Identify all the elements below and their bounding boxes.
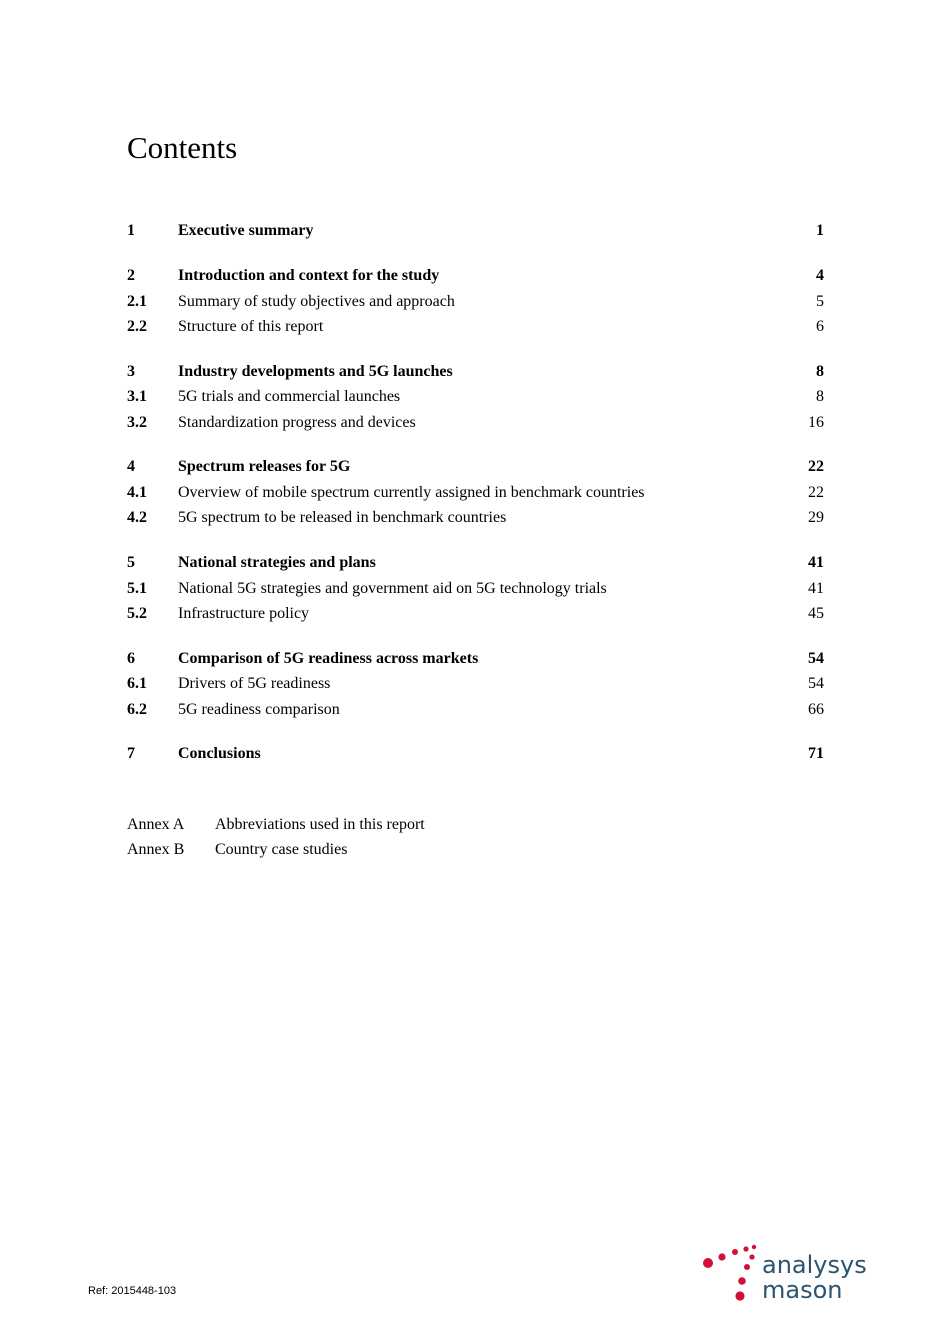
toc-entry-number: 4.1 — [127, 484, 147, 501]
toc-entry-label: Introduction and context for the study — [178, 267, 440, 284]
annex-entry[interactable] — [127, 838, 627, 862]
annex-label: Abbreviations used in this report — [215, 816, 425, 833]
toc-entry-label: Infrastructure policy — [178, 605, 310, 622]
toc-entry-label: Standardization progress and devices — [178, 414, 416, 431]
toc-entry-label: Structure of this report — [178, 318, 324, 335]
toc-entry[interactable] — [127, 698, 824, 722]
toc-entry[interactable] — [127, 290, 824, 314]
logo-text-line2: mason — [762, 1276, 843, 1303]
toc-entry-page: 29 — [808, 509, 824, 526]
analysys-mason-logo — [700, 1243, 880, 1303]
toc-entry-number: 2 — [127, 267, 135, 284]
annex-label: Country case studies — [215, 841, 348, 858]
logo-graphic — [700, 1243, 880, 1303]
toc-entry[interactable] — [127, 411, 824, 435]
toc-entry-page: 4 — [816, 267, 824, 284]
toc-entry-number: 2.1 — [127, 293, 147, 310]
annex-id: Annex A — [127, 816, 185, 833]
toc-entry-page: 5 — [816, 293, 824, 310]
toc-entry-number: 4 — [127, 458, 135, 475]
toc-entry-label: National 5G strategies and government aid on 5G technology trials — [178, 580, 607, 597]
toc-entry-page: 66 — [808, 701, 824, 718]
toc-entry-number: 7 — [127, 745, 135, 762]
toc-entry-page: 6 — [816, 318, 824, 335]
toc-entry-label: Overview of mobile spectrum currently assigned in benchmark countries — [178, 484, 645, 501]
toc-entry[interactable] — [127, 481, 824, 505]
toc-entry-label: Comparison of 5G readiness across markets — [178, 650, 479, 667]
logo-text-line1: analysys — [762, 1251, 867, 1279]
toc-entry[interactable] — [127, 264, 824, 288]
toc-entry-number: 6 — [127, 650, 135, 667]
toc-entry-number: 1 — [127, 222, 135, 239]
toc-entry-page: 71 — [808, 745, 824, 762]
toc-entry-page: 22 — [808, 484, 824, 501]
toc-entry[interactable] — [127, 602, 824, 626]
toc-entry-page: 22 — [808, 458, 824, 475]
toc-entry-number: 3 — [127, 363, 135, 380]
toc-entry-number: 3.2 — [127, 414, 147, 431]
toc-entry-number: 5.2 — [127, 605, 147, 622]
toc-entry-label: 5G readiness comparison — [178, 701, 340, 718]
toc-entry-number: 6.2 — [127, 701, 147, 718]
toc-entry-label: 5G spectrum to be released in benchmark countries — [178, 509, 507, 526]
annex-entry[interactable] — [127, 813, 627, 837]
toc-entry[interactable] — [127, 506, 824, 530]
toc-entry-number: 3.1 — [127, 388, 147, 405]
toc-entry[interactable] — [127, 551, 824, 575]
toc-entry-number: 5 — [127, 554, 135, 571]
toc-entry-page: 8 — [816, 388, 824, 405]
toc-entry[interactable] — [127, 385, 824, 409]
toc-entry-page: 45 — [808, 605, 824, 622]
toc-entry[interactable] — [127, 647, 824, 671]
toc-entry-number: 5.1 — [127, 580, 147, 597]
toc-entry-page: 54 — [808, 650, 824, 667]
toc-entry-number: 6.1 — [127, 675, 147, 692]
toc-entry[interactable] — [127, 672, 824, 696]
toc-entry-page: 8 — [816, 363, 824, 380]
toc-entry[interactable] — [127, 360, 824, 384]
toc-entry-label: Summary of study objectives and approach — [178, 293, 455, 310]
toc-entry-page: 16 — [808, 414, 824, 431]
toc-entry[interactable] — [127, 577, 824, 601]
toc-entry-label: National strategies and plans — [178, 554, 376, 571]
toc-entry[interactable] — [127, 315, 824, 339]
toc-entry-label: Industry developments and 5G launches — [178, 363, 453, 380]
logo-dots-icon — [703, 1245, 756, 1301]
toc-entry-page: 54 — [808, 675, 824, 692]
document-reference: Ref: 2015448-103 — [88, 1285, 177, 1297]
annex-id: Annex B — [127, 841, 185, 858]
toc-entry-number: 2.2 — [127, 318, 147, 335]
toc-entry[interactable] — [127, 455, 824, 479]
toc-entry-label: Conclusions — [178, 745, 261, 762]
toc-entry-page: 41 — [808, 554, 824, 571]
toc-entry[interactable] — [127, 219, 824, 243]
toc-entry-page: 41 — [808, 580, 824, 597]
toc-entry-label: Executive summary — [178, 222, 314, 239]
page-title: Contents — [127, 130, 238, 165]
toc-entry-label: Spectrum releases for 5G — [178, 458, 351, 475]
toc-entry-page: 1 — [816, 222, 824, 239]
toc-entry-label: Drivers of 5G readiness — [178, 675, 331, 692]
toc-entry-number: 4.2 — [127, 509, 147, 526]
toc-entry[interactable] — [127, 742, 824, 766]
toc-entry-label: 5G trials and commercial launches — [178, 388, 401, 405]
